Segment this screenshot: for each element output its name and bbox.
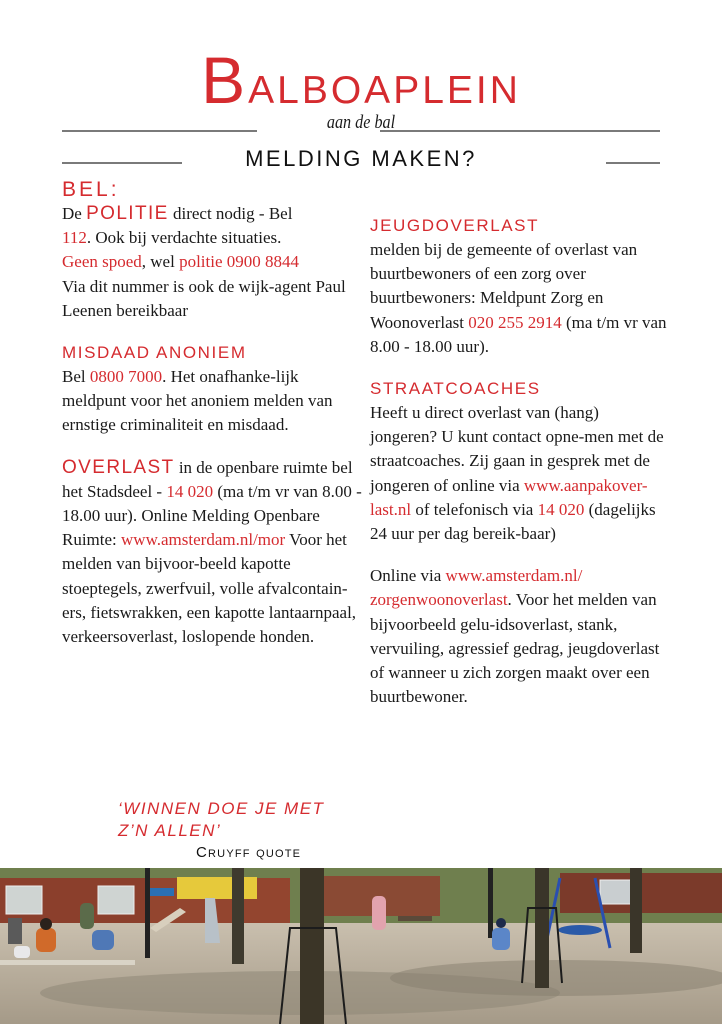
misdaad-text: . Het onafhanke-lijk meldpunt voor het anoniem melden van ernstige criminaliteit en misdaad. (62, 367, 333, 435)
bel-heading: BEL: (62, 178, 120, 201)
section-heading: MELDING MAKEN? (245, 146, 477, 171)
bel-section (62, 178, 362, 323)
misdaad-section (62, 341, 362, 438)
straatcoaches-text-1: Heeft u direct overlast van (hang) jongeren? U kunt contact opne-men met de straatcoaches. Zij gaan in gesprek met de jongeren of online via (370, 403, 664, 495)
politie-label: POLITIE (86, 203, 169, 224)
playground-photo-illustration (0, 868, 722, 1024)
misdaad-prefix: Bel (62, 367, 90, 387)
jeugdoverlast-text-2: (ma t/m vr van 8.00 - 18.00 uur). (370, 312, 667, 356)
overlast-section (62, 456, 362, 650)
person (80, 903, 94, 929)
wijkagent-text: Via dit nummer is ook de wijk-agent Paul Leenen bereikbaar (62, 276, 346, 320)
subtitle: aan de bal (326, 112, 396, 133)
window (6, 886, 42, 914)
bench (398, 916, 432, 921)
straatcoaches-text-2: of telefonisch via (411, 499, 538, 519)
mor-url-link[interactable]: www.amsterdam.nl/mor (121, 530, 286, 550)
person (372, 896, 386, 930)
left-column (62, 178, 362, 667)
overlast-text-2: (ma t/m vr van 8.00 - 18.00 uur). Online Melding Openbare Ruimte: (62, 481, 362, 550)
bel-text-2: . Ook bij verdachte situaties. (86, 228, 282, 248)
nest-swing (558, 925, 602, 935)
straatcoaches-section (370, 377, 670, 546)
right-column (370, 214, 670, 727)
play-structure (177, 877, 257, 899)
jeugdoverlast-section (370, 214, 670, 359)
online-text: . Voor het melden van bijvoorbeeld gelu-idsoverlast, stank, vervuiling, agressief gedrag, jeugdoverlast of wanneer u zich zorgen maakt over een buurtbewoner. (370, 590, 660, 707)
politie-number-link[interactable]: politie 0900 8844 (179, 252, 300, 272)
stadsdeel-number-link[interactable]: 14 020 (166, 481, 214, 501)
emergency-number-link[interactable]: 112 (62, 228, 87, 248)
tree-trunk (630, 868, 642, 953)
child (14, 946, 30, 958)
person (92, 930, 114, 950)
zorgenwoonoverlast-url-link[interactable]: www.amsterdam.nl/ zorgenwoonoverlast (370, 566, 583, 610)
misdaad-number-link[interactable]: 0800 7000 (89, 367, 163, 387)
title-initial: B (201, 43, 249, 117)
overlast-text-1: in de openbare ruimte bel het Stadsdeel - (62, 457, 353, 501)
jeugdoverlast-text-1: melden bij de gemeente of overlast van buurtbewoners of een zorg over buurtbewoners: Meldpunt Zorg en Woonoverlast (370, 240, 638, 332)
geen-spoed-text: Geen spoed (62, 252, 142, 272)
straatcoaches-number-link[interactable]: 14 020 (537, 499, 585, 519)
online-section (370, 564, 670, 709)
person (36, 928, 56, 952)
jeugdoverlast-heading: JEUGDOVERLAST (370, 216, 540, 235)
misdaad-heading: MISDAAD ANONIEM (62, 343, 247, 363)
straatcoaches-text-3: (dagelijks 24 uur per dag bereik-baar) (370, 499, 656, 544)
zorg-number-link[interactable]: 020 255 2914 (468, 312, 562, 332)
lamp-post (488, 868, 493, 938)
bel-text: direct nodig - Bel (168, 204, 293, 223)
person-head (496, 918, 506, 928)
canopy (150, 888, 174, 896)
overlast-heading: OVERLAST (62, 456, 175, 478)
quote-author: Cruyff quote (196, 844, 302, 861)
wel-text: , wel (141, 252, 180, 272)
playground-photo (0, 868, 722, 1024)
page-title (0, 43, 722, 117)
overlast-text-3: Voor het melden van bijvoor-beeld kapotte stoeptegels, zwerfvuil, volle afvalcontain-ers, fietswrakken, een kapotte lantaarnpaal, verkeersoverlast, loslopende honden. (62, 530, 357, 647)
aanpakoverlast-url-link[interactable]: www.aanpakover-last.nl (370, 475, 648, 519)
tree-trunk (300, 868, 324, 1024)
shadow (390, 960, 722, 996)
tree-trunk (535, 868, 549, 988)
bel-prefix: De (62, 204, 82, 223)
person-head (40, 918, 52, 930)
cruyff-quote: ‘WINNEN DOE JE MET Z’N ALLEN’ (118, 799, 325, 840)
bench (0, 960, 135, 965)
lamp-post (145, 868, 150, 958)
straatcoaches-heading: STRAATCOACHES (370, 379, 541, 399)
window (98, 886, 134, 914)
trash-bin (8, 918, 22, 944)
online-prefix: Online via (370, 566, 446, 586)
person-seated (492, 928, 510, 950)
tree-trunk (232, 868, 244, 964)
title-rest: alboaplein (248, 52, 521, 115)
